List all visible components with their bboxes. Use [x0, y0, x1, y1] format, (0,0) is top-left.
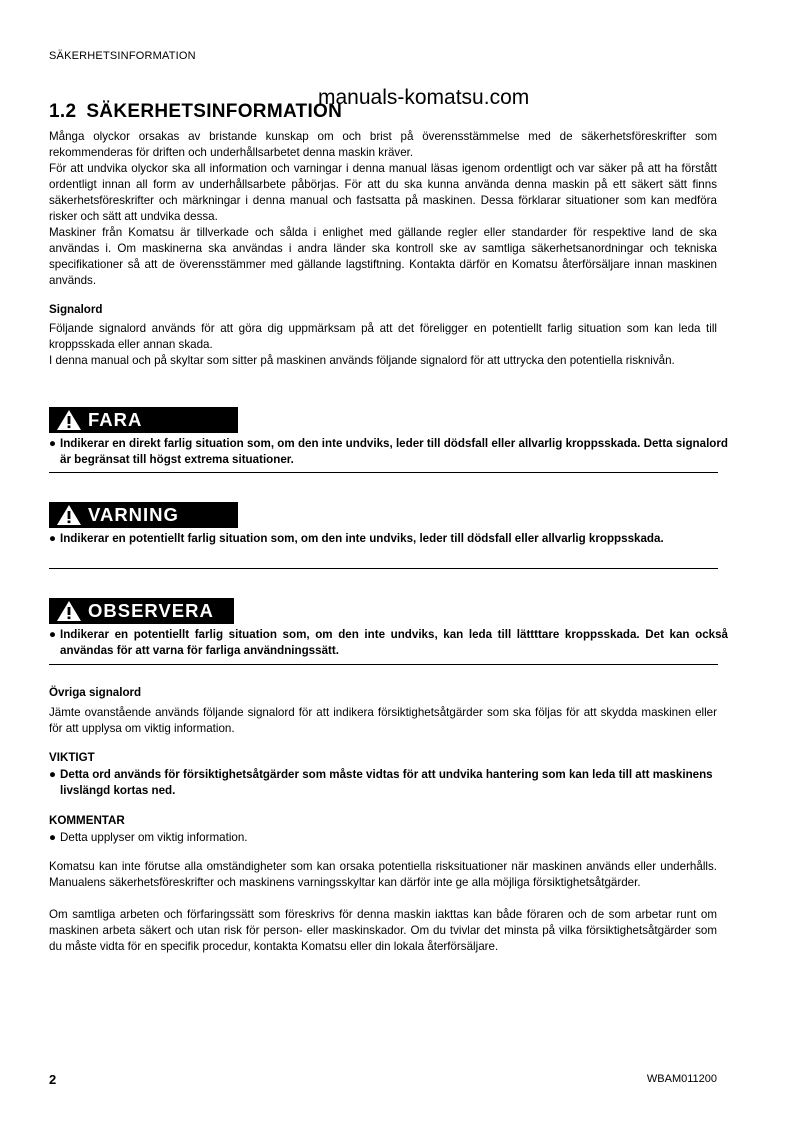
observera-description-text: Indikerar en potentiellt farlig situation som, om den inte undviks, kan leda till lättttare kroppsskada. Det kan också användas för att varna för farliga användningssätt.: [60, 628, 728, 657]
fara-label: [49, 407, 238, 433]
section-title: [49, 101, 342, 123]
section-number: 1.2: [49, 101, 77, 122]
varning-label-text: VARNING: [88, 504, 179, 525]
kommentar-item: [49, 830, 728, 846]
fara-description-text: Indikerar en direkt farlig situation som, om den inte undviks, leder till dödsfall eller allvarlig kroppsskada. Detta signalord är begränsat till högst extrema situationer.: [60, 437, 728, 466]
other-signals-heading: Övriga signalord: [49, 686, 142, 699]
viktigt-heading: VIKTIGT: [49, 751, 95, 764]
divider-rule: [49, 568, 718, 569]
warning-triangle-icon: [56, 600, 82, 622]
observera-label-text: OBSERVERA: [88, 600, 214, 621]
section-title-text: SÄKERHETSINFORMATION: [86, 101, 343, 122]
viktigt-item-text: Detta ord används för försiktighetsåtgärder som måste vidtas för att undvika hantering som kan leda till att maskinens livslängd kortas ned.: [60, 768, 713, 797]
varning-description: [49, 531, 728, 547]
signal-words-paragraph-2: I denna manual och på skyltar som sitter på maskinen används följande signalord för att uttrycka den potentiella risknivån.: [49, 354, 675, 367]
intro-paragraph-2: För att undvika olyckor ska all information och varningar i denna manual läsas igenom ordentligt och var säker på att ha förstått ordentligt innan all form av underhållsarbete påbörjas. För att du ska kunna använda denna maskin på ett säkert sätt finns säkerhetsföreskrifter och märkningar i denna manual och fastsatta på maskinen. Dessa förklarar situationer som kan medföra risker och sätt att undvika dessa.: [49, 162, 717, 223]
bullet: ●: [49, 628, 57, 641]
intro-paragraph-1: Många olyckor orsakas av bristande kunskap om och brist på överensstämmelse med de säkerhetsföreskrifter som rekommenderas för driften och underhållsarbetet denna maskin kräver.: [49, 130, 717, 159]
closing-paragraph-2: Om samtliga arbeten och förfaringssätt som föreskrivs för denna maskin iakttas kan både föraren och de som arbetar runt om maskinen arbeta säkert och utan risk för person- eller maskinskador. Om du tvivlar det minsta på vilka försiktighetsåtgärder som du måste vidta för en specifik procedur, kontakta Komatsu eller din lokala återförsäljare.: [49, 908, 717, 953]
bullet: ●: [49, 768, 57, 781]
divider-rule: [49, 472, 718, 473]
bullet: ●: [49, 532, 57, 545]
signal-words-paragraph-1: Följande signalord används för att göra dig uppmärksam på att det föreligger en potentiellt farlig situation som kan leda till kroppsskada eller annan skada.: [49, 322, 717, 351]
observera-label: [49, 598, 234, 624]
warning-triangle-icon: [56, 409, 82, 431]
fara-description: [49, 436, 728, 468]
warning-triangle-icon: [56, 504, 82, 526]
viktigt-item: [49, 767, 728, 799]
fara-label-text: FARA: [88, 409, 143, 430]
intro-paragraph-3: Maskiner från Komatsu är tillverkade och sålda i enlighet med gällande regler eller standarder för respektive land de ska användas i. Om maskinerna ska användas i andra länder ska kontroll ske av samtliga säkerhetsanordningar och tekniska specifikationer så att de överensstämmer med gällande lagstiftning. Kontakta därför en Komatsu återförsäljare innan maskinen används.: [49, 226, 717, 287]
observera-description: [49, 627, 728, 659]
kommentar-heading: KOMMENTAR: [49, 814, 125, 827]
watermark: manuals-komatsu.com: [318, 86, 530, 109]
closing-paragraph-1: Komatsu kan inte förutse alla omständigheter som kan orsaka potentiella risksituationer när maskinen används eller underhålls. Manualens säkerhetsföreskrifter och maskinens varningsskyltar kan därför inte ge alla möjliga försiktighetsåtgärder.: [49, 860, 717, 889]
kommentar-item-text: Detta upplyser om viktig information.: [60, 831, 248, 844]
page-number: 2: [49, 1072, 57, 1087]
running-header: SÄKERHETSINFORMATION: [49, 50, 196, 62]
divider-rule: [49, 664, 718, 665]
other-signals-paragraph: Jämte ovanstående används följande signalord för att indikera försiktighetsåtgärder som ska följas för att skydda maskinen eller för att upplysa om viktig information.: [49, 706, 717, 735]
bullet: ●: [49, 437, 57, 450]
document-code: WBAM011200: [646, 1073, 717, 1085]
varning-description-text: Indikerar en potentiellt farlig situation som, om den inte undviks, leder till dödsfall eller allvarlig kroppsskada.: [60, 532, 664, 545]
signal-words-heading: Signalord: [49, 303, 103, 316]
bullet: ●: [49, 831, 57, 844]
varning-label: [49, 502, 238, 528]
